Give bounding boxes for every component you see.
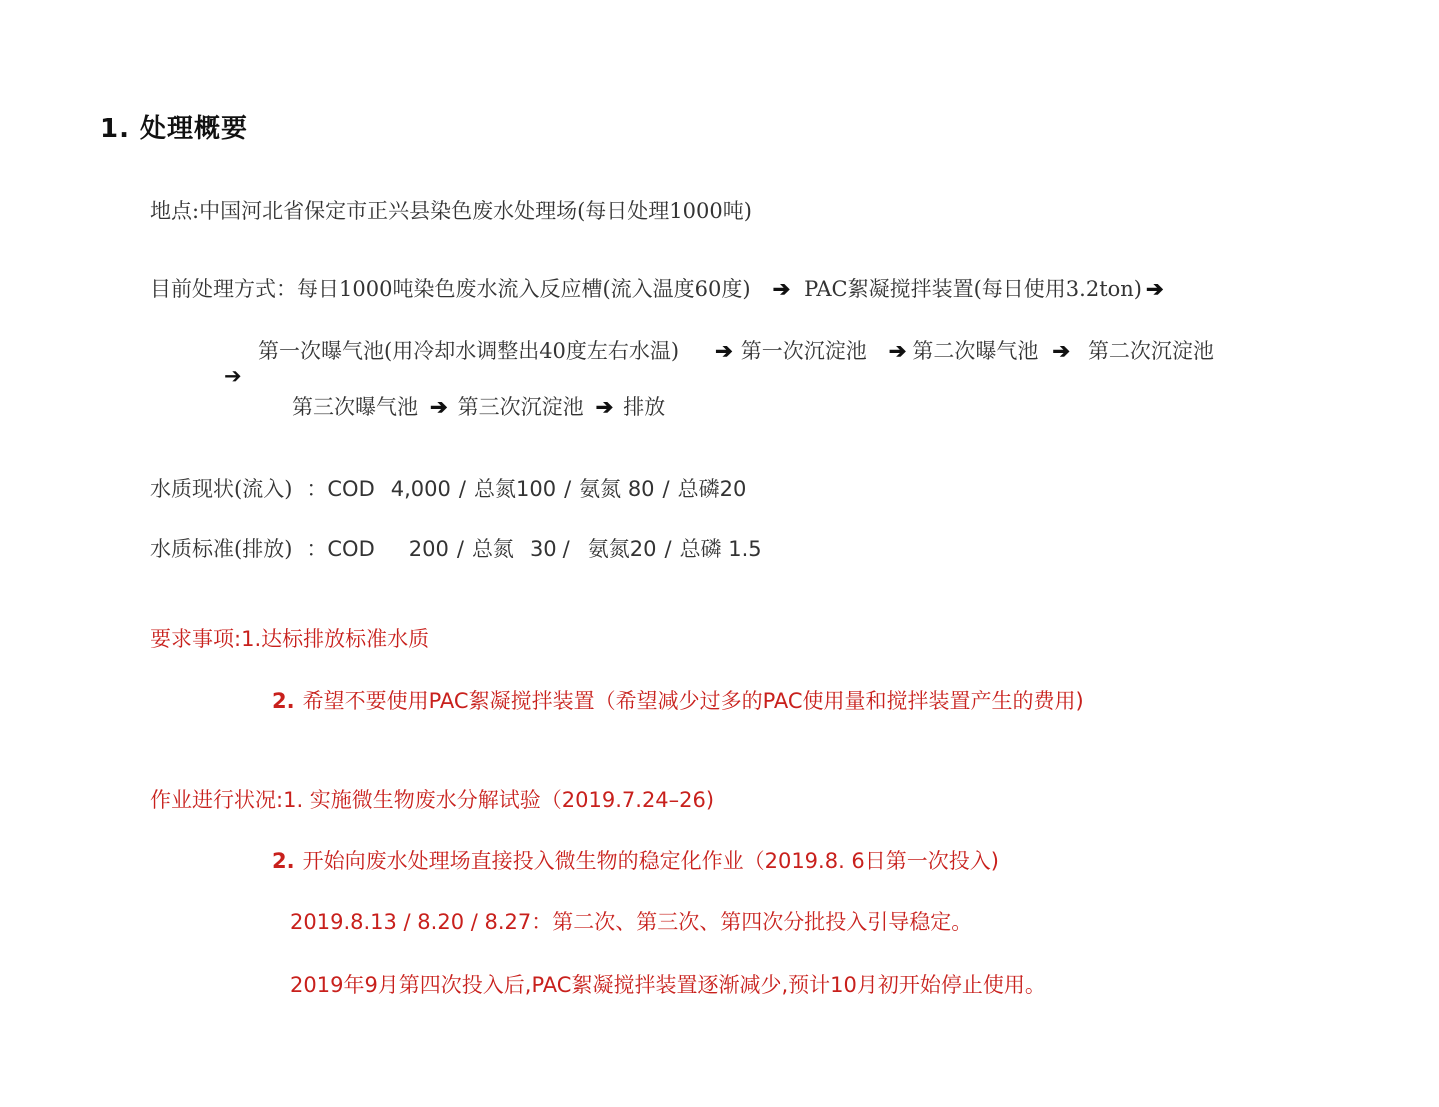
process-step-settling-1: 第一次沉淀池 bbox=[740, 339, 867, 363]
process-step-aeration-3: 第三次曝气池 bbox=[292, 395, 418, 419]
progress-item-2-number: 2. bbox=[272, 849, 295, 873]
requirements-row-1 bbox=[150, 623, 429, 653]
quality-inflow-label: 水质现状(流入) bbox=[150, 477, 293, 501]
process-row-1 bbox=[150, 273, 1164, 303]
slash-separator: / bbox=[458, 477, 466, 501]
quality-discharge-tn-label: 总氮 bbox=[471, 537, 514, 561]
progress-item-3: 2019.8.13 / 8.20 / 8.27：第二次、第三次、第四次分批投入引导稳定。 bbox=[290, 910, 973, 934]
quality-discharge-tp: 总磷 1.5 bbox=[679, 537, 762, 561]
process-step-settling-2: 第二次沉淀池 bbox=[1087, 339, 1214, 363]
slash-separator: / bbox=[662, 477, 670, 501]
arrow-right-icon: ➔ bbox=[888, 338, 907, 363]
slash-separator: / bbox=[456, 537, 464, 561]
quality-discharge-row bbox=[150, 533, 762, 563]
arrow-right-icon: ➔ bbox=[1146, 276, 1164, 301]
process-row-2 bbox=[258, 335, 1214, 365]
requirements-row-2 bbox=[272, 685, 1084, 715]
quality-inflow-cod: 4,000 bbox=[390, 477, 451, 501]
location-text: 地点:中国河北省保定市正兴县染色废水处理场(每日处理1000吨) bbox=[150, 199, 752, 223]
process-step-settling-3: 第三次沉淀池 bbox=[457, 395, 584, 419]
progress-item-1: 1. 实施微生物废水分解试验（2019.7.24–26) bbox=[283, 788, 715, 812]
process-step-aeration-1: 第一次曝气池(用冷却水调整出40度左右水温) bbox=[258, 339, 680, 363]
arrow-right-icon: ➔ bbox=[224, 364, 242, 388]
progress-row-2 bbox=[272, 845, 999, 875]
progress-label: 作业进行状况: bbox=[150, 788, 284, 812]
requirement-item-1: 1.达标排放标准水质 bbox=[241, 627, 430, 651]
progress-item-2: 开始向废水处理场直接投入微生物的稳定化作业（2019.8. 6日第一次投入) bbox=[302, 849, 999, 873]
requirement-item-2-number: 2. bbox=[272, 689, 295, 713]
requirement-item-2: 希望不要使用PAC絮凝搅拌装置（希望减少过多的PAC使用量和搅拌装置产生的费用) bbox=[302, 689, 1084, 713]
process-label: 目前处理方式： bbox=[150, 277, 297, 301]
quality-discharge-sep: ： bbox=[306, 537, 328, 561]
arrow-right-icon: ➔ bbox=[430, 394, 448, 419]
arrow-right-icon: ➔ bbox=[595, 394, 614, 419]
arrow-right-icon: ➔ bbox=[772, 276, 791, 301]
slash-separator: / bbox=[562, 537, 570, 561]
quality-discharge-tn: 30 bbox=[529, 537, 557, 561]
quality-discharge-cod: 200 bbox=[408, 537, 449, 561]
quality-inflow-sep: ： bbox=[306, 477, 328, 501]
quality-inflow-tp: 总磷20 bbox=[677, 477, 747, 501]
quality-discharge-cod-label: COD bbox=[327, 537, 375, 561]
process-step-discharge: 排放 bbox=[623, 395, 666, 419]
quality-inflow-tn: 总氮100 bbox=[473, 477, 557, 501]
arrow-right-icon: ➔ bbox=[715, 338, 733, 363]
arrow-right-icon: ➔ bbox=[1052, 338, 1070, 363]
quality-discharge-label: 水质标准(排放) bbox=[150, 537, 293, 561]
process-step-aeration-2: 第二次曝气池 bbox=[912, 339, 1039, 363]
progress-item-4: 2019年9月第四次投入后,PAC絮凝搅拌装置逐渐减少,预计10月初开始停止使用。 bbox=[290, 973, 1046, 997]
slash-separator: / bbox=[664, 537, 672, 561]
process-row-3 bbox=[292, 391, 665, 421]
progress-row-1 bbox=[150, 784, 714, 814]
requirements-label: 要求事项: bbox=[150, 627, 242, 651]
quality-inflow-cod-label: COD bbox=[327, 477, 375, 501]
quality-inflow-row bbox=[150, 473, 746, 503]
section-title: 1. 处理概要 bbox=[100, 114, 249, 144]
quality-inflow-nh: 氨氮 80 bbox=[579, 477, 655, 501]
quality-discharge-nh: 氨氮20 bbox=[587, 537, 657, 561]
process-step-inflow: 每日1000吨染色废水流入反应槽(流入温度60度) bbox=[297, 277, 751, 301]
slash-separator: / bbox=[564, 477, 572, 501]
process-step-pac: PAC絮凝搅拌装置(每日使用3.2ton) bbox=[804, 277, 1142, 301]
